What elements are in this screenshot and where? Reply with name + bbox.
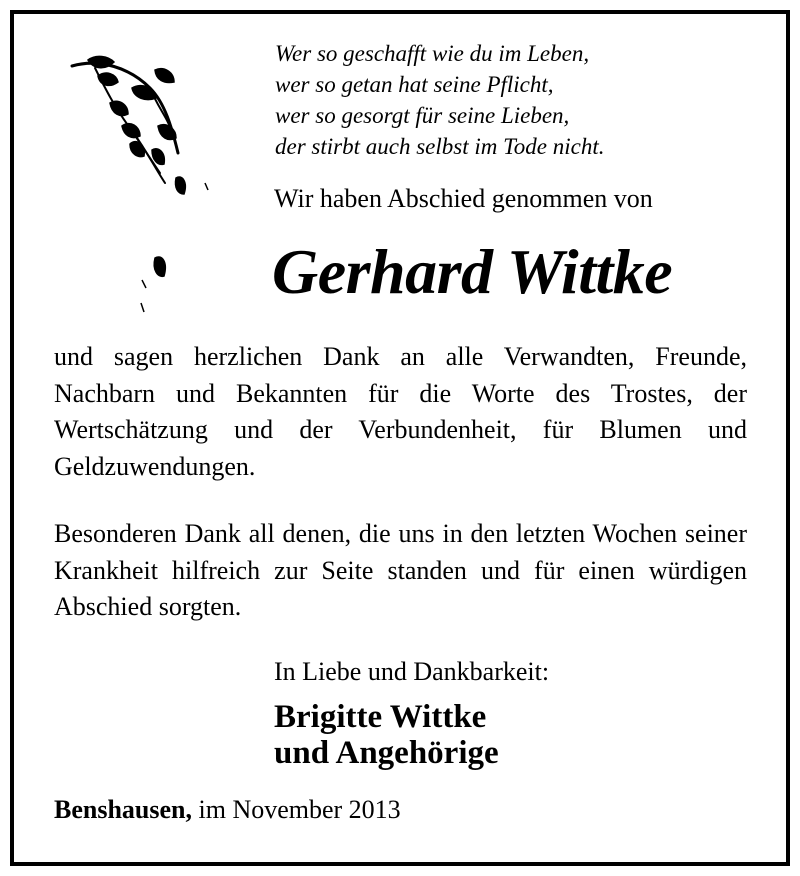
poem-line: der stirbt auch selbst im Tode nicht. [275, 134, 605, 159]
signer-line: und Angehörige [274, 735, 499, 771]
intro-text: Wir haben Abschied genommen von [274, 184, 653, 213]
poem-line: wer so gesorgt für seine Lieben, [275, 103, 570, 128]
special-thanks-paragraph: Besonderen Dank all denen, die uns in den letzten Wochen seiner Krankheit hilfreich zur Seite standen und für einen würdigen Abschied sorgten. [54, 519, 747, 621]
poem-line: wer so getan hat seine Pflicht, [275, 72, 554, 97]
signer-line: Brigitte Wittke [274, 699, 487, 735]
place: Benshausen, [54, 795, 192, 824]
closing-line: In Liebe und Dankbarkeit: [274, 657, 550, 686]
birch-branch-icon [60, 48, 220, 328]
signers [274, 699, 499, 771]
poem-line: Wer so geschafft wie du im Leben, [275, 41, 590, 66]
place-date [54, 795, 401, 825]
date: im November 2013 [192, 795, 401, 824]
thanks-paragraph: und sagen herzlichen Dank an alle Verwandten, Freunde, Nachbarn und Bekannten für die Worte des Trostes, der Wertschätzung und der Verbundenheit, für Blumen und Geldzuwendungen. [54, 342, 747, 481]
memorial-poem [275, 38, 604, 162]
deceased-name: Gerhard Wittke [272, 236, 673, 307]
